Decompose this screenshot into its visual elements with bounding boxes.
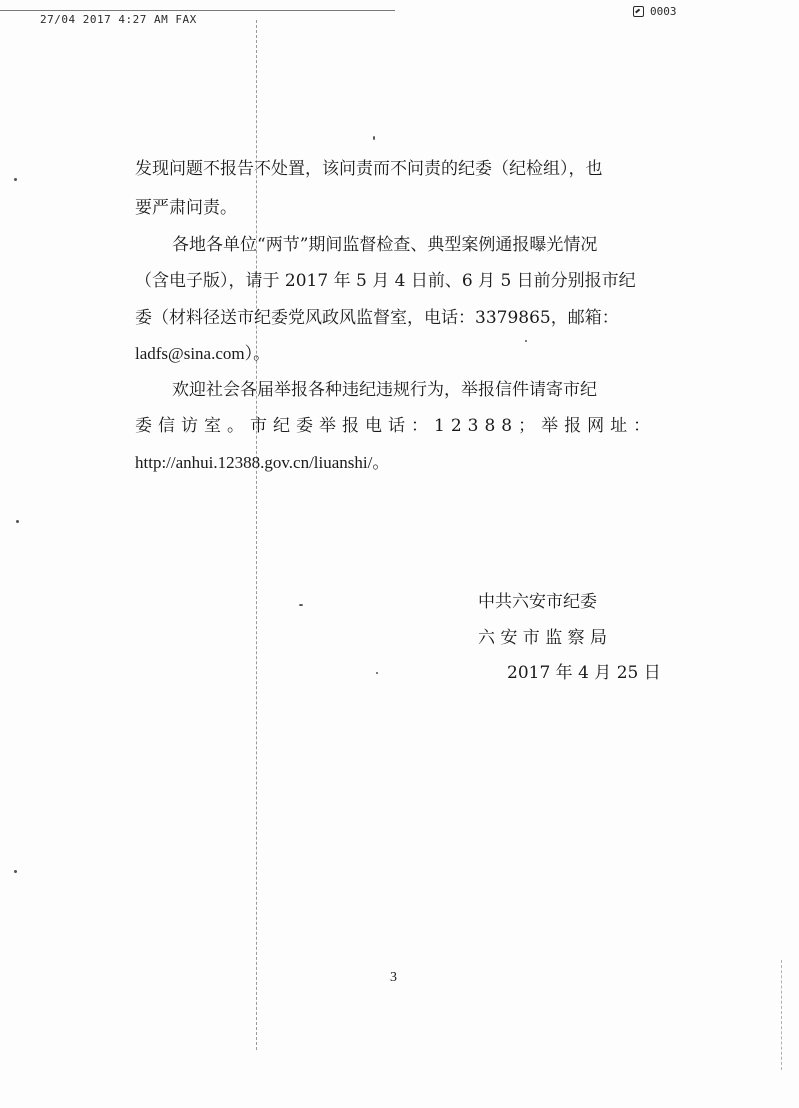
fax-header-timestamp: 27/04 2017 4:27 AM FAX	[40, 13, 197, 26]
body-line: 欢迎社会各届举报各种违纪违规行为，举报信件请寄市纪	[172, 380, 597, 400]
speck	[16, 520, 19, 523]
fax-page-code-text: 0003	[650, 5, 677, 18]
page-number: 3	[390, 970, 397, 985]
signature-date: 2017 年 4 月 25 日	[507, 663, 661, 683]
speck	[525, 340, 527, 342]
speck	[14, 870, 17, 873]
body-line: 各地各单位“两节”期间监督检查、典型案例通报曝光情况	[172, 235, 598, 255]
body-line: ladfs@sina.com）。	[135, 344, 271, 363]
checkbox-icon	[633, 6, 644, 17]
speck	[373, 136, 375, 140]
signature-org-1: 中共六安市纪委	[478, 592, 597, 612]
signature-org-2: 六 安 市 监 察 局	[478, 628, 608, 648]
speck	[376, 672, 378, 674]
page-edge-mark	[781, 960, 782, 1070]
fax-page-code	[633, 5, 677, 18]
speck	[14, 178, 17, 181]
body-line: 委信访室。市纪委举报电话：12388；举报网址：	[135, 416, 657, 436]
body-line: 要严肃问责。	[135, 198, 237, 218]
body-line: http://anhui.12388.gov.cn/liuanshi/。	[135, 453, 390, 472]
fax-top-rule	[0, 10, 395, 11]
body-line: 发现问题不报告不处置，该问责而不问责的纪委（纪检组），也	[135, 159, 603, 179]
speck	[299, 604, 303, 606]
body-line: 委（材料径送市纪委党风政风监督室，电话：3379865，邮箱：	[135, 308, 619, 328]
body-line: （含电子版），请于 2017 年 5 月 4 日前、6 月 5 日前分别报市纪	[135, 271, 636, 291]
